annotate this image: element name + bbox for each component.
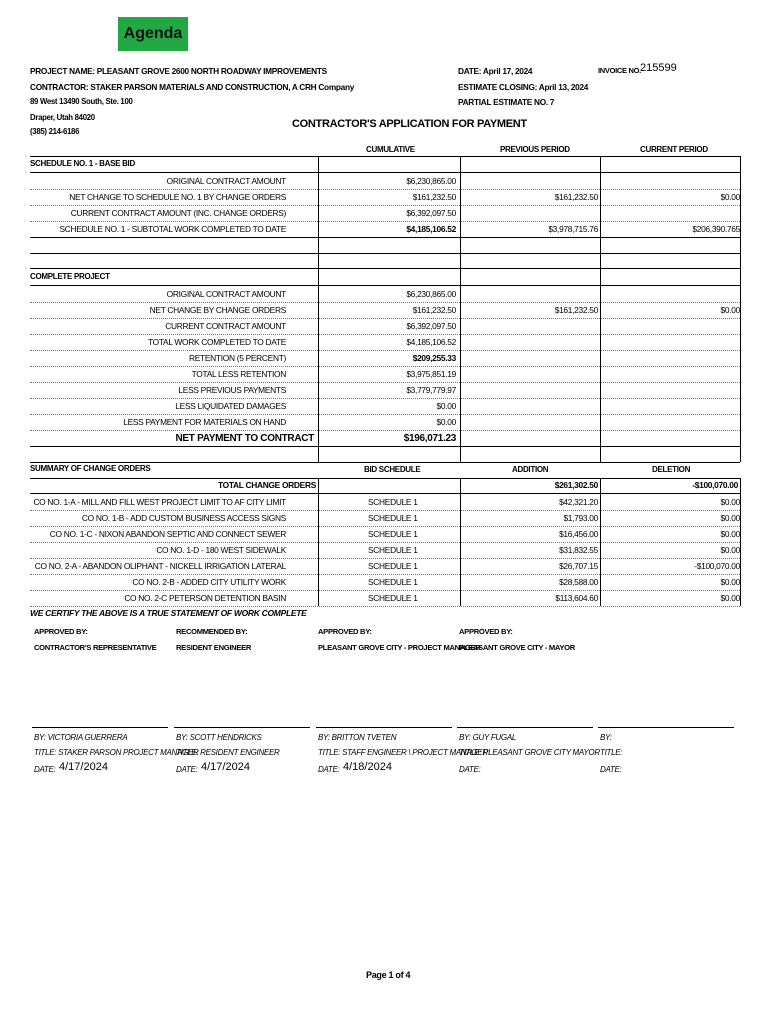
cumulative-value: $0.00 — [436, 417, 456, 427]
agenda-badge: Agenda — [118, 17, 188, 51]
certification-statement: WE CERTIFY THE ABOVE IS A TRUE STATEMENT OF WORK COMPLETE — [30, 608, 307, 618]
addition-value: $28,588.00 — [559, 577, 598, 587]
table-row — [30, 302, 740, 318]
row-label: LESS LIQUIDATED DAMAGES — [175, 401, 286, 411]
cumulative-value: $209,255.33 — [412, 353, 456, 363]
row-label: ORIGINAL CONTRACT AMOUNT — [166, 289, 286, 299]
cumulative-value: $6,230,865.00 — [406, 289, 456, 299]
table-top-border — [30, 156, 740, 157]
bid-schedule: SCHEDULE 1 — [368, 497, 418, 507]
approval-role: APPROVED BY: — [34, 627, 88, 636]
cumulative-value: $6,230,865.00 — [406, 176, 456, 186]
row-label: LESS PAYMENT FOR MATERIALS ON HAND — [123, 417, 286, 427]
date-label: DATE: — [176, 765, 198, 774]
previous-value: $161,232.50 — [554, 192, 598, 202]
contractor-name: CONTRACTOR: STAKER PARSON MATERIALS AND CONSTRUCTION, A CRH Company — [30, 82, 355, 92]
change-order-label: CO NO. 1-D - 180 WEST SIDEWALK — [156, 545, 286, 555]
previous-value: $161,232.50 — [554, 305, 598, 315]
change-orders-heading: SUMMARY OF CHANGE ORDERS — [30, 464, 151, 473]
total-change-orders-label: TOTAL CHANGE ORDERS — [217, 480, 316, 490]
row-label: RETENTION (5 PERCENT) — [189, 353, 286, 363]
signer-name: BY: VICTORIA GUERRERA — [34, 733, 128, 742]
deletion-value: $0.00 — [720, 545, 740, 555]
approval-role: APPROVED BY: — [318, 627, 372, 636]
approval-party: PLEASANT GROVE CITY - PROJECT MANAGER — [318, 643, 481, 652]
current-value: $0.00 — [720, 305, 740, 315]
signer-title: TITLE: STAFF ENGINEER \ PROJECT MANAGER — [318, 748, 488, 757]
approval-role: APPROVED BY: — [459, 627, 513, 636]
cumulative-value: $161,232.50 — [412, 192, 456, 202]
previous-value: $3,978,715.76 — [548, 224, 598, 234]
approval-party: CONTRACTOR'S REPRESENTATIVE — [34, 643, 157, 652]
date-label: DATE: — [459, 765, 481, 774]
table-row — [30, 350, 740, 366]
signed-date: 4/17/2024 — [201, 761, 250, 773]
signer-name: BY: GUY FUGAL — [459, 733, 517, 742]
page-number: Page 1 of 4 — [366, 970, 411, 980]
cumulative-value: $6,392,097.50 — [406, 321, 456, 331]
cumulative-value: $3,779,779.97 — [406, 385, 456, 395]
change-order-label: CO NO. 2-C PETERSON DETENTION BASIN — [124, 593, 286, 603]
row-label: SCHEDULE NO. 1 - SUBTOTAL WORK COMPLETED TO DATE — [59, 224, 286, 234]
col-bid-schedule: BID SCHEDULE — [364, 465, 421, 474]
date-label: DATE: — [600, 765, 622, 774]
signature-line — [457, 727, 593, 728]
addition-value: $26,707.15 — [559, 561, 598, 571]
change-order-row — [30, 542, 740, 558]
row-label: NET CHANGE BY CHANGE ORDERS — [149, 305, 286, 315]
date-label: DATE: — [34, 765, 56, 774]
change-order-row — [30, 558, 740, 574]
signature-line — [32, 727, 168, 728]
row-label: LESS PREVIOUS PAYMENTS — [178, 385, 286, 395]
addition-value: $31,832.55 — [559, 545, 598, 555]
deletion-value: $0.00 — [720, 529, 740, 539]
bid-schedule: SCHEDULE 1 — [368, 529, 418, 539]
table-row — [30, 414, 740, 430]
change-order-label: CO NO. 1-B - ADD CUSTOM BUSINESS ACCESS SIGNS — [81, 513, 286, 523]
rule — [30, 446, 740, 447]
table-row — [30, 398, 740, 414]
bid-schedule: SCHEDULE 1 — [368, 593, 418, 603]
row-label: TOTAL LESS RETENTION — [191, 369, 286, 379]
change-order-row — [30, 510, 740, 526]
rule — [30, 478, 740, 479]
col-addition: ADDITION — [512, 465, 549, 474]
approval-party: RESIDENT ENGINEER — [176, 643, 252, 652]
rule — [30, 237, 740, 238]
col-previous: PREVIOUS PERIOD — [500, 145, 570, 154]
change-order-label: CO NO. 2-B - ADDED CITY UTILITY WORK — [132, 577, 286, 587]
bid-schedule: SCHEDULE 1 — [368, 513, 418, 523]
signer-title: TITLE: PLEASANT GROVE CITY MAYOR — [459, 748, 600, 757]
row-label: TOTAL WORK COMPLETED TO DATE — [147, 337, 286, 347]
contractor-phone: (385) 214-6186 — [30, 127, 80, 136]
table-row — [30, 205, 740, 221]
complete-heading: COMPLETE PROJECT — [30, 272, 110, 281]
current-value: $0.00 — [720, 192, 740, 202]
rule — [30, 253, 740, 254]
cumulative-value: $3,975,851.19 — [406, 369, 456, 379]
table-row — [30, 318, 740, 334]
col-cumulative: CUMULATIVE — [366, 145, 415, 154]
row-divider — [30, 430, 740, 431]
deletion-value: $0.00 — [720, 513, 740, 523]
addition-value: $113,604.60 — [555, 593, 598, 603]
signer-title: TITLE: — [600, 748, 623, 757]
contractor-address-2: Draper, Utah 84020 — [30, 113, 95, 122]
current-value: $206,390.765 — [692, 224, 740, 234]
deletion-value: -$100,070.00 — [694, 561, 740, 571]
table-row — [30, 382, 740, 398]
change-order-label: CO NO. 2-A - ABANDON OLIPHANT - NICKELL IRRIGATION LATERAL — [34, 561, 286, 571]
row-divider — [30, 606, 740, 607]
table-row — [30, 334, 740, 350]
change-order-row — [30, 590, 740, 606]
approval-party: PLEASANT GROVE CITY - MAYOR — [459, 643, 575, 652]
bid-schedule: SCHEDULE 1 — [368, 545, 418, 555]
signed-date: 4/17/2024 — [59, 761, 108, 773]
project-name: PROJECT NAME: PLEASANT GROVE 2600 NORTH ROADWAY IMPROVEMENTS — [30, 66, 327, 76]
invoice-label: INVOICE NO. — [598, 66, 641, 75]
col-current: CURRENT PERIOD — [640, 145, 708, 154]
contractor-address-1: 89 West 13490 South, Ste. 100 — [30, 97, 133, 106]
change-order-label: CO NO. 1-A - MILL AND FILL WEST PROJECT LIMIT TO AF CITY LIMIT — [33, 497, 286, 507]
signed-date: 4/18/2024 — [343, 761, 392, 773]
bid-schedule: SCHEDULE 1 — [368, 577, 418, 587]
row-label: ORIGINAL CONTRACT AMOUNT — [166, 176, 286, 186]
change-order-row — [30, 574, 740, 590]
addition-value: $16,456.00 — [559, 529, 598, 539]
bid-schedule: SCHEDULE 1 — [368, 561, 418, 571]
cumulative-value: $6,392,097.50 — [406, 208, 456, 218]
net-payment-label: NET PAYMENT TO CONTRACT — [175, 433, 314, 444]
addition-value: $42,321.20 — [559, 497, 598, 507]
net-payment-value: $196,071.23 — [403, 433, 456, 444]
cumulative-value: $161,232.50 — [412, 305, 456, 315]
cumulative-value: $4,185,106.52 — [406, 337, 456, 347]
change-order-label: CO NO. 1-C - NIXON ABANDON SEPTIC AND CONNECT SEWER — [49, 529, 286, 539]
signature-line — [174, 727, 310, 728]
deletion-value: $0.00 — [720, 497, 740, 507]
signer-title: TITLE: RESIDENT ENGINEER — [176, 748, 280, 757]
row-label: CURRENT CONTRACT AMOUNT (INC. CHANGE ORDERS) — [70, 208, 286, 218]
table-row — [30, 173, 740, 189]
rule — [30, 268, 740, 269]
table-row — [30, 286, 740, 302]
change-order-row — [30, 526, 740, 542]
addition-value: $1,793.00 — [563, 513, 598, 523]
estimate-closing: ESTIMATE CLOSING: April 13, 2024 — [458, 82, 589, 92]
total-addition: $261,302.50 — [554, 480, 598, 490]
signature-line — [598, 727, 734, 728]
change-order-row — [30, 494, 740, 510]
cumulative-value: $4,185,106.52 — [406, 224, 456, 234]
rule — [30, 462, 740, 463]
signer-title: TITLE: STAKER PARSON PROJECT MANAGER — [34, 748, 199, 757]
schedule1-heading: SCHEDULE NO. 1 - BASE BID — [30, 159, 135, 168]
cumulative-value: $0.00 — [436, 401, 456, 411]
signer-name: BY: SCOTT HENDRICKS — [176, 733, 262, 742]
page-title: CONTRACTOR'S APPLICATION FOR PAYMENT — [292, 118, 527, 130]
signer-name: BY: BRITTON TVETEN — [318, 733, 397, 742]
partial-estimate: PARTIAL ESTIMATE NO. 7 — [458, 97, 555, 107]
deletion-value: $0.00 — [720, 577, 740, 587]
table-row — [30, 189, 740, 205]
signature-line — [316, 727, 452, 728]
signer-name: BY: — [600, 733, 612, 742]
table-row — [30, 366, 740, 382]
approval-role: RECOMMENDED BY: — [176, 627, 248, 636]
date: DATE: April 17, 2024 — [458, 66, 533, 76]
row-label: CURRENT CONTRACT AMOUNT — [165, 321, 286, 331]
invoice-number: 215599 — [640, 62, 677, 74]
total-deletion: -$100,070.00 — [692, 480, 738, 490]
date-label: DATE: — [318, 765, 340, 774]
deletion-value: $0.00 — [720, 593, 740, 603]
row-label: NET CHANGE TO SCHEDULE NO. 1 BY CHANGE ORDERS — [69, 192, 286, 202]
col-deletion: DELETION — [652, 465, 691, 474]
table-row — [30, 221, 740, 237]
